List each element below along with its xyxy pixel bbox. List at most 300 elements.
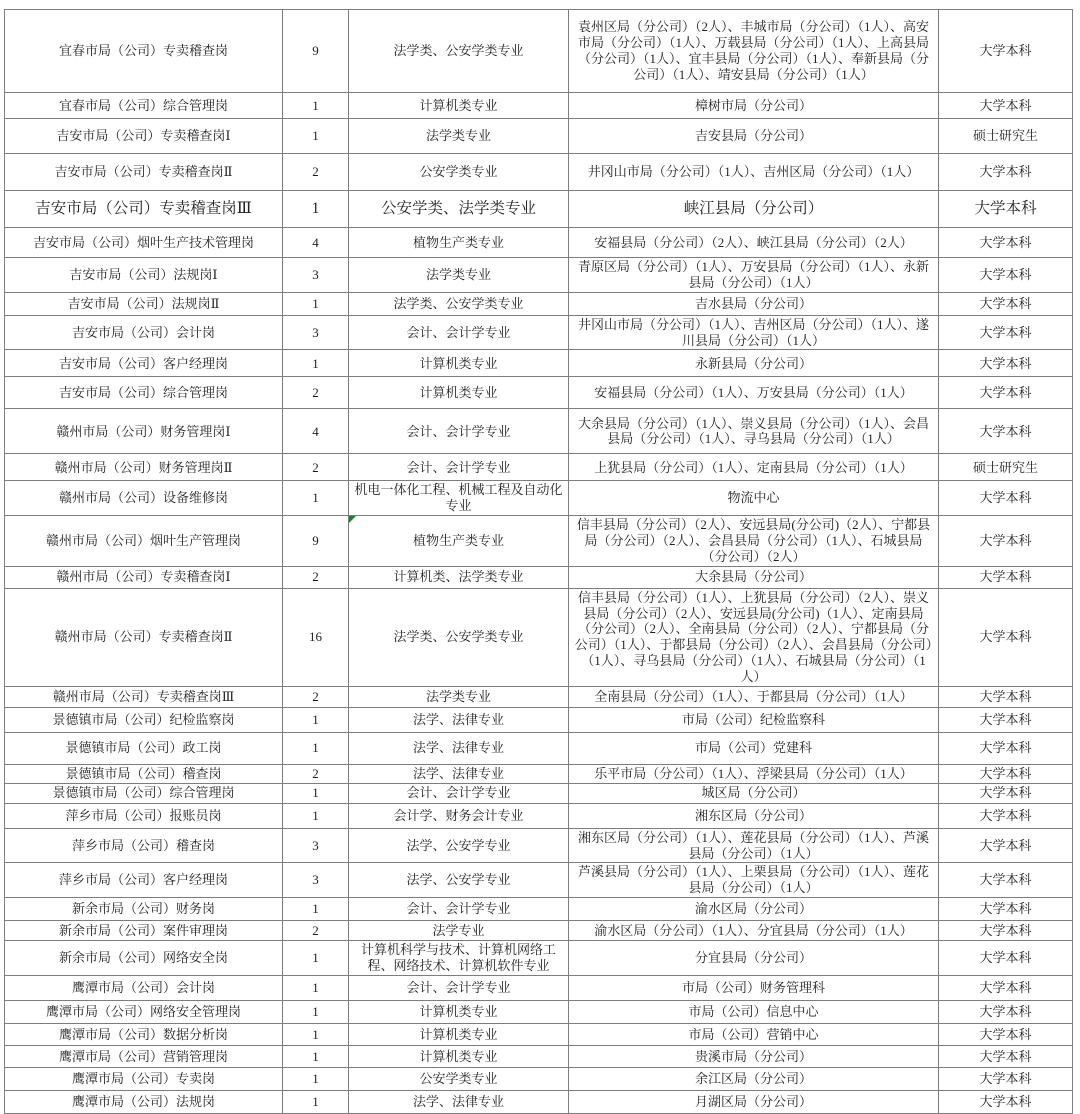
- locations-text: 安福县局（分公司）（2人）、峡江县局（分公司）（2人）: [594, 234, 913, 250]
- headcount-text: 4: [312, 423, 319, 439]
- table-row: [5, 350, 1073, 377]
- position-text: 鹰潭市局（公司）营销管理岗: [58, 1048, 228, 1064]
- position-cell: [5, 377, 283, 409]
- majors-cell: [349, 1091, 569, 1114]
- majors-text: 植物生产类专业: [412, 533, 504, 549]
- headcount-text: 4: [312, 234, 319, 250]
- position-text: 吉安市局（公司）专卖稽查岗Ⅱ: [54, 164, 233, 180]
- table-row: [5, 976, 1073, 1001]
- headcount-text: 2: [312, 164, 319, 180]
- majors-cell: [349, 921, 569, 941]
- headcount-cell: [283, 258, 349, 293]
- education-cell: [939, 409, 1073, 454]
- locations-text: 渝水区局（分公司）（1人）、分宜县局（分公司）（1人）: [594, 922, 913, 938]
- majors-text: 计算机类专业: [419, 1004, 498, 1020]
- position-text: 新余市局（公司）财务岗: [71, 901, 215, 917]
- locations-text: 井冈山市局（分公司）（1人）、吉州区局（分公司）（1人）: [587, 164, 920, 180]
- education-text: 大学本科: [979, 490, 1032, 506]
- headcount-cell: [283, 803, 349, 828]
- position-text: 吉安市局（公司）法规岗Ⅱ: [67, 295, 220, 311]
- majors-text: 计算机类专业: [419, 1048, 498, 1064]
- majors-cell: [349, 481, 569, 516]
- majors-cell: [349, 732, 569, 764]
- education-cell: [939, 1046, 1073, 1068]
- position-cell: [5, 976, 283, 1001]
- majors-text: 会计、会计学专业: [406, 423, 511, 439]
- majors-text: 计算机类专业: [419, 385, 498, 400]
- locations-cell: [569, 292, 939, 315]
- position-cell: [5, 1046, 283, 1068]
- locations-cell: [569, 10, 939, 93]
- education-cell: [939, 976, 1073, 1001]
- majors-text: 法学类专业: [425, 128, 491, 144]
- position-text: 新余市局（公司）案件审理岗: [58, 922, 228, 938]
- majors-text: 法学类、公安学类专业: [393, 43, 524, 59]
- majors-cell: [349, 1068, 569, 1091]
- majors-text: 法学、法律专业: [412, 711, 504, 727]
- education-text: 大学本科: [979, 97, 1032, 113]
- locations-cell: [569, 803, 939, 828]
- locations-cell: [569, 976, 939, 1001]
- headcount-cell: [283, 732, 349, 764]
- table-row: [5, 941, 1073, 976]
- locations-cell: [569, 1091, 939, 1114]
- headcount-cell: [283, 898, 349, 921]
- education-cell: [939, 191, 1073, 228]
- majors-text: 法学、公安学专业: [406, 872, 511, 888]
- education-text: 硕士研究生: [972, 128, 1038, 144]
- education-cell: [939, 898, 1073, 921]
- majors-cell: [349, 10, 569, 93]
- majors-cell: [349, 292, 569, 315]
- majors-cell: [349, 941, 569, 976]
- majors-cell: [349, 409, 569, 454]
- headcount-text: 2: [312, 385, 319, 400]
- table-row: [5, 409, 1073, 454]
- locations-text: 贵溪市局（分公司）: [694, 1048, 812, 1064]
- majors-text: 公安学类、法学类专业: [380, 199, 536, 217]
- locations-cell: [569, 921, 939, 941]
- position-cell: [5, 154, 283, 191]
- recruitment-table-body: [5, 10, 1073, 1114]
- locations-text: 青原区局（分公司）（1人）、万安县局（分公司）（1人）、永新县局（分公司）（1人）: [577, 259, 929, 290]
- position-text: 景德镇市局（公司）稽查岗: [65, 765, 222, 781]
- position-text: 鹰潭市局（公司）专卖岗: [71, 1071, 215, 1087]
- headcount-cell: [283, 292, 349, 315]
- locations-text: 吉安县局（分公司）: [694, 128, 812, 144]
- majors-text: 会计、会计学专业: [406, 980, 511, 996]
- education-text: 大学本科: [979, 765, 1032, 781]
- position-cell: [5, 764, 283, 783]
- education-text: 大学本科: [979, 295, 1032, 311]
- headcount-cell: [283, 783, 349, 803]
- majors-text: 法学类专业: [425, 688, 491, 704]
- education-text: 硕士研究生: [972, 459, 1038, 475]
- headcount-text: 2: [312, 765, 319, 781]
- position-cell: [5, 350, 283, 377]
- majors-text: 法学类专业: [425, 266, 491, 282]
- locations-cell: [569, 481, 939, 516]
- education-cell: [939, 921, 1073, 941]
- table-row: [5, 454, 1073, 481]
- position-text: 赣州市局（公司）财务管理岗Ⅰ: [56, 423, 231, 439]
- education-cell: [939, 707, 1073, 732]
- education-text: 大学本科: [979, 1071, 1032, 1087]
- education-cell: [939, 783, 1073, 803]
- position-text: 吉安市局（公司）专卖稽查岗Ⅲ: [35, 199, 252, 217]
- table-row: [5, 516, 1073, 567]
- headcount-cell: [283, 1001, 349, 1024]
- education-text: 大学本科: [979, 901, 1032, 917]
- table-row: [5, 921, 1073, 941]
- locations-text: 物流中心: [727, 490, 780, 506]
- education-text: 大学本科: [979, 569, 1032, 585]
- position-text: 吉安市局（公司）综合管理岗: [58, 385, 228, 400]
- table-row: [5, 803, 1073, 828]
- headcount-cell: [283, 154, 349, 191]
- locations-cell: [569, 686, 939, 707]
- locations-cell: [569, 315, 939, 350]
- headcount-cell: [283, 516, 349, 567]
- locations-cell: [569, 377, 939, 409]
- education-text: 大学本科: [974, 199, 1037, 217]
- education-cell: [939, 1024, 1073, 1046]
- majors-text: 法学、公安学专业: [406, 837, 511, 853]
- position-text: 萍乡市局（公司）客户经理岗: [58, 872, 228, 888]
- position-cell: [5, 93, 283, 119]
- education-cell: [939, 93, 1073, 119]
- table-row: [5, 228, 1073, 258]
- headcount-cell: [283, 1024, 349, 1046]
- locations-text: 大余县局（分公司）: [694, 569, 812, 585]
- position-cell: [5, 516, 283, 567]
- education-cell: [939, 154, 1073, 191]
- table-row: [5, 588, 1073, 686]
- headcount-text: 1: [312, 490, 319, 506]
- locations-text: 余江区局（分公司）: [694, 1071, 812, 1087]
- table-row: [5, 898, 1073, 921]
- headcount-cell: [283, 566, 349, 588]
- position-text: 宜春市局（公司）综合管理岗: [58, 97, 228, 113]
- majors-text: 计算机类专业: [419, 355, 498, 371]
- majors-cell: [349, 828, 569, 863]
- education-text: 大学本科: [979, 423, 1032, 439]
- headcount-cell: [283, 863, 349, 898]
- locations-cell: [569, 863, 939, 898]
- headcount-text: 3: [312, 872, 319, 888]
- education-cell: [939, 292, 1073, 315]
- position-cell: [5, 566, 283, 588]
- locations-cell: [569, 732, 939, 764]
- majors-cell: [349, 566, 569, 588]
- majors-cell: [349, 350, 569, 377]
- position-cell: [5, 863, 283, 898]
- majors-text: 会计、会计学专业: [406, 901, 511, 917]
- majors-text: 计算机科学与技术、计算机网络工程、网络技术、计算机软件专业: [360, 942, 556, 974]
- table-row: [5, 315, 1073, 350]
- locations-cell: [569, 941, 939, 976]
- majors-text: 植物生产类专业: [412, 234, 504, 250]
- headcount-cell: [283, 315, 349, 350]
- locations-cell: [569, 258, 939, 293]
- position-cell: [5, 588, 283, 686]
- locations-text: 市局（公司）财务管理科: [681, 980, 825, 996]
- education-cell: [939, 803, 1073, 828]
- table-row: [5, 566, 1073, 588]
- locations-cell: [569, 350, 939, 377]
- majors-cell: [349, 1046, 569, 1068]
- headcount-text: 2: [312, 922, 319, 938]
- table-row: [5, 377, 1073, 409]
- table-row: [5, 191, 1073, 228]
- majors-cell: [349, 803, 569, 828]
- headcount-cell: [283, 10, 349, 93]
- education-text: 大学本科: [979, 688, 1032, 704]
- majors-text: 计算机类专业: [419, 97, 498, 113]
- locations-cell: [569, 828, 939, 863]
- position-cell: [5, 921, 283, 941]
- education-cell: [939, 764, 1073, 783]
- position-text: 萍乡市局（公司）稽查岗: [71, 837, 215, 853]
- headcount-text: 1: [312, 128, 319, 144]
- majors-text: 法学、法律专业: [412, 765, 504, 781]
- position-cell: [5, 1001, 283, 1024]
- headcount-text: 3: [312, 266, 319, 282]
- education-cell: [939, 863, 1073, 898]
- position-text: 宜春市局（公司）专卖稽查岗: [58, 43, 228, 59]
- table-row: [5, 863, 1073, 898]
- position-cell: [5, 228, 283, 258]
- majors-cell: [349, 228, 569, 258]
- headcount-text: 2: [312, 569, 319, 585]
- position-cell: [5, 119, 283, 154]
- majors-text: 法学类、公安学类专业: [393, 295, 524, 311]
- position-text: 萍乡市局（公司）报账员岗: [65, 807, 222, 823]
- education-cell: [939, 566, 1073, 588]
- majors-cell: [349, 976, 569, 1001]
- position-cell: [5, 941, 283, 976]
- position-cell: [5, 686, 283, 707]
- position-text: 赣州市局（公司）专卖稽查岗Ⅱ: [54, 629, 233, 645]
- locations-text: 安福县局（分公司）（1人）、万安县局（分公司）（1人）: [594, 385, 913, 400]
- majors-cell: [349, 686, 569, 707]
- majors-cell: [349, 93, 569, 119]
- majors-cell: [349, 1024, 569, 1046]
- education-text: 大学本科: [979, 950, 1032, 966]
- education-text: 大学本科: [979, 1048, 1032, 1064]
- position-text: 吉安市局（公司）专卖稽查岗Ⅰ: [56, 128, 231, 144]
- locations-cell: [569, 898, 939, 921]
- table-row: [5, 686, 1073, 707]
- majors-cell: [349, 588, 569, 686]
- headcount-text: 1: [312, 1071, 319, 1087]
- education-text: 大学本科: [979, 1026, 1032, 1042]
- education-cell: [939, 1068, 1073, 1091]
- headcount-text: 1: [312, 1004, 319, 1020]
- headcount-text: 1: [312, 740, 319, 756]
- headcount-cell: [283, 191, 349, 228]
- headcount-cell: [283, 1046, 349, 1068]
- education-text: 大学本科: [979, 980, 1032, 996]
- locations-text: 市局（公司）党建科: [694, 740, 812, 756]
- education-cell: [939, 1001, 1073, 1024]
- headcount-cell: [283, 588, 349, 686]
- education-text: 大学本科: [979, 740, 1032, 756]
- headcount-text: 3: [312, 324, 319, 340]
- position-text: 鹰潭市局（公司）数据分析岗: [58, 1026, 228, 1042]
- headcount-text: 9: [312, 533, 319, 549]
- locations-text: 信丰县局（分公司）（2人）、安远县局(分公司)（2人）、宁都县局（分公司）（2人）、会昌县局（分公司）（1人）、石城县局（分公司）（2人）: [576, 517, 931, 564]
- locations-text: 分宜县局（分公司）: [694, 950, 812, 966]
- headcount-text: 1: [312, 1026, 319, 1042]
- headcount-cell: [283, 228, 349, 258]
- majors-cell: [349, 191, 569, 228]
- education-cell: [939, 228, 1073, 258]
- position-text: 吉安市局（公司）法规岗Ⅰ: [69, 266, 218, 282]
- education-text: 大学本科: [979, 43, 1032, 59]
- position-text: 赣州市局（公司）专卖稽查岗Ⅰ: [56, 569, 231, 585]
- education-text: 大学本科: [979, 1004, 1032, 1020]
- position-text: 景德镇市局（公司）综合管理岗: [52, 785, 235, 801]
- locations-text: 吉水县局（分公司）: [694, 295, 812, 311]
- headcount-text: 2: [312, 459, 319, 475]
- locations-text: 月湖区局（分公司）: [694, 1094, 812, 1110]
- locations-text: 湘东区局（分公司）（1人）、莲花县局（分公司）（1人）、芦溪县局（分公司）（1人）: [577, 829, 929, 861]
- headcount-cell: [283, 350, 349, 377]
- majors-text: 计算机类、法学类专业: [393, 569, 524, 585]
- position-text: 吉安市局（公司）烟叶生产技术管理岗: [32, 234, 254, 250]
- majors-cell: [349, 315, 569, 350]
- headcount-text: 16: [309, 629, 322, 645]
- education-cell: [939, 732, 1073, 764]
- locations-text: 峡江县局（分公司）: [683, 199, 824, 217]
- majors-text: 法学、法律专业: [412, 740, 504, 756]
- headcount-cell: [283, 976, 349, 1001]
- headcount-cell: [283, 377, 349, 409]
- table-row: [5, 1091, 1073, 1114]
- education-text: 大学本科: [979, 324, 1032, 340]
- headcount-cell: [283, 941, 349, 976]
- majors-cell: [349, 154, 569, 191]
- education-text: 大学本科: [979, 355, 1032, 371]
- locations-text: 永新县局（分公司）: [694, 355, 812, 371]
- headcount-cell: [283, 409, 349, 454]
- locations-text: 市局（公司）纪检监察科: [681, 711, 825, 727]
- majors-cell: [349, 707, 569, 732]
- headcount-cell: [283, 921, 349, 941]
- headcount-text: 2: [312, 688, 319, 704]
- majors-cell: [349, 863, 569, 898]
- education-cell: [939, 377, 1073, 409]
- locations-cell: [569, 566, 939, 588]
- position-cell: [5, 803, 283, 828]
- position-cell: [5, 409, 283, 454]
- headcount-text: 1: [312, 950, 319, 966]
- headcount-text: 1: [312, 711, 319, 727]
- position-cell: [5, 707, 283, 732]
- locations-cell: [569, 1001, 939, 1024]
- position-cell: [5, 1068, 283, 1091]
- locations-cell: [569, 409, 939, 454]
- majors-text: 法学、法律专业: [412, 1094, 504, 1110]
- headcount-text: 1: [311, 199, 320, 217]
- majors-text: 会计、会计学专业: [406, 785, 511, 801]
- headcount-text: 1: [312, 785, 319, 801]
- headcount-text: 1: [312, 355, 319, 371]
- position-cell: [5, 1091, 283, 1114]
- education-cell: [939, 315, 1073, 350]
- position-cell: [5, 10, 283, 93]
- education-text: 大学本科: [979, 922, 1032, 938]
- education-text: 大学本科: [979, 837, 1032, 853]
- table-row: [5, 119, 1073, 154]
- table-row: [5, 481, 1073, 516]
- headcount-cell: [283, 93, 349, 119]
- table-row: [5, 732, 1073, 764]
- position-cell: [5, 292, 283, 315]
- headcount-cell: [283, 1091, 349, 1114]
- majors-text: 计算机类专业: [419, 1026, 498, 1042]
- headcount-cell: [283, 686, 349, 707]
- position-cell: [5, 454, 283, 481]
- headcount-cell: [283, 707, 349, 732]
- education-text: 大学本科: [979, 872, 1032, 888]
- table-row: [5, 764, 1073, 783]
- position-text: 赣州市局（公司）财务管理岗Ⅱ: [54, 459, 233, 475]
- locations-cell: [569, 707, 939, 732]
- majors-cell: [349, 898, 569, 921]
- position-text: 景德镇市局（公司）纪检监察岗: [52, 711, 235, 727]
- position-text: 吉安市局（公司）客户经理岗: [58, 355, 228, 371]
- majors-text: 会计、会计学专业: [406, 459, 511, 475]
- position-text: 鹰潭市局（公司）会计岗: [71, 980, 215, 996]
- locations-text: 乐平市局（分公司）（1人）、浮梁县局（分公司）（1人）: [594, 765, 913, 781]
- position-text: 新余市局（公司）网络安全岗: [58, 950, 228, 966]
- majors-cell: [349, 119, 569, 154]
- education-cell: [939, 454, 1073, 481]
- headcount-text: 9: [312, 43, 319, 59]
- locations-text: 城区局（分公司）: [701, 785, 806, 801]
- headcount-text: 1: [312, 1094, 319, 1110]
- locations-cell: [569, 764, 939, 783]
- locations-text: 袁州区局（分公司）（2人）、丰城市局（分公司）（1人）、高安市局（分公司）（1人）、万载县局（分公司）（1人）、上高县局（分公司）（1人）、宜丰县局（分公司）（1人）、奉新县局（分公司）（1人）、靖安县局（分公司）（1人）: [577, 19, 929, 82]
- table-row: [5, 292, 1073, 315]
- position-cell: [5, 315, 283, 350]
- position-cell: [5, 258, 283, 293]
- table-row: [5, 828, 1073, 863]
- position-text: 赣州市局（公司）设备维修岗: [58, 490, 228, 506]
- majors-text: 公安学类专业: [419, 1071, 498, 1087]
- education-text: 大学本科: [979, 164, 1032, 180]
- majors-cell: [349, 377, 569, 409]
- education-cell: [939, 258, 1073, 293]
- education-cell: [939, 350, 1073, 377]
- headcount-cell: [283, 764, 349, 783]
- table-row: [5, 1046, 1073, 1068]
- position-cell: [5, 783, 283, 803]
- education-text: 大学本科: [979, 629, 1032, 645]
- recruitment-table: [4, 9, 1073, 1114]
- education-cell: [939, 686, 1073, 707]
- majors-text: 法学专业: [432, 922, 485, 938]
- majors-text: 机电一体化工程、机械工程及自动化专业: [354, 482, 563, 514]
- table-row: [5, 1001, 1073, 1024]
- locations-cell: [569, 783, 939, 803]
- majors-text: 会计学、财务会计专业: [393, 807, 524, 823]
- table-row: [5, 258, 1073, 293]
- locations-cell: [569, 1068, 939, 1091]
- locations-cell: [569, 454, 939, 481]
